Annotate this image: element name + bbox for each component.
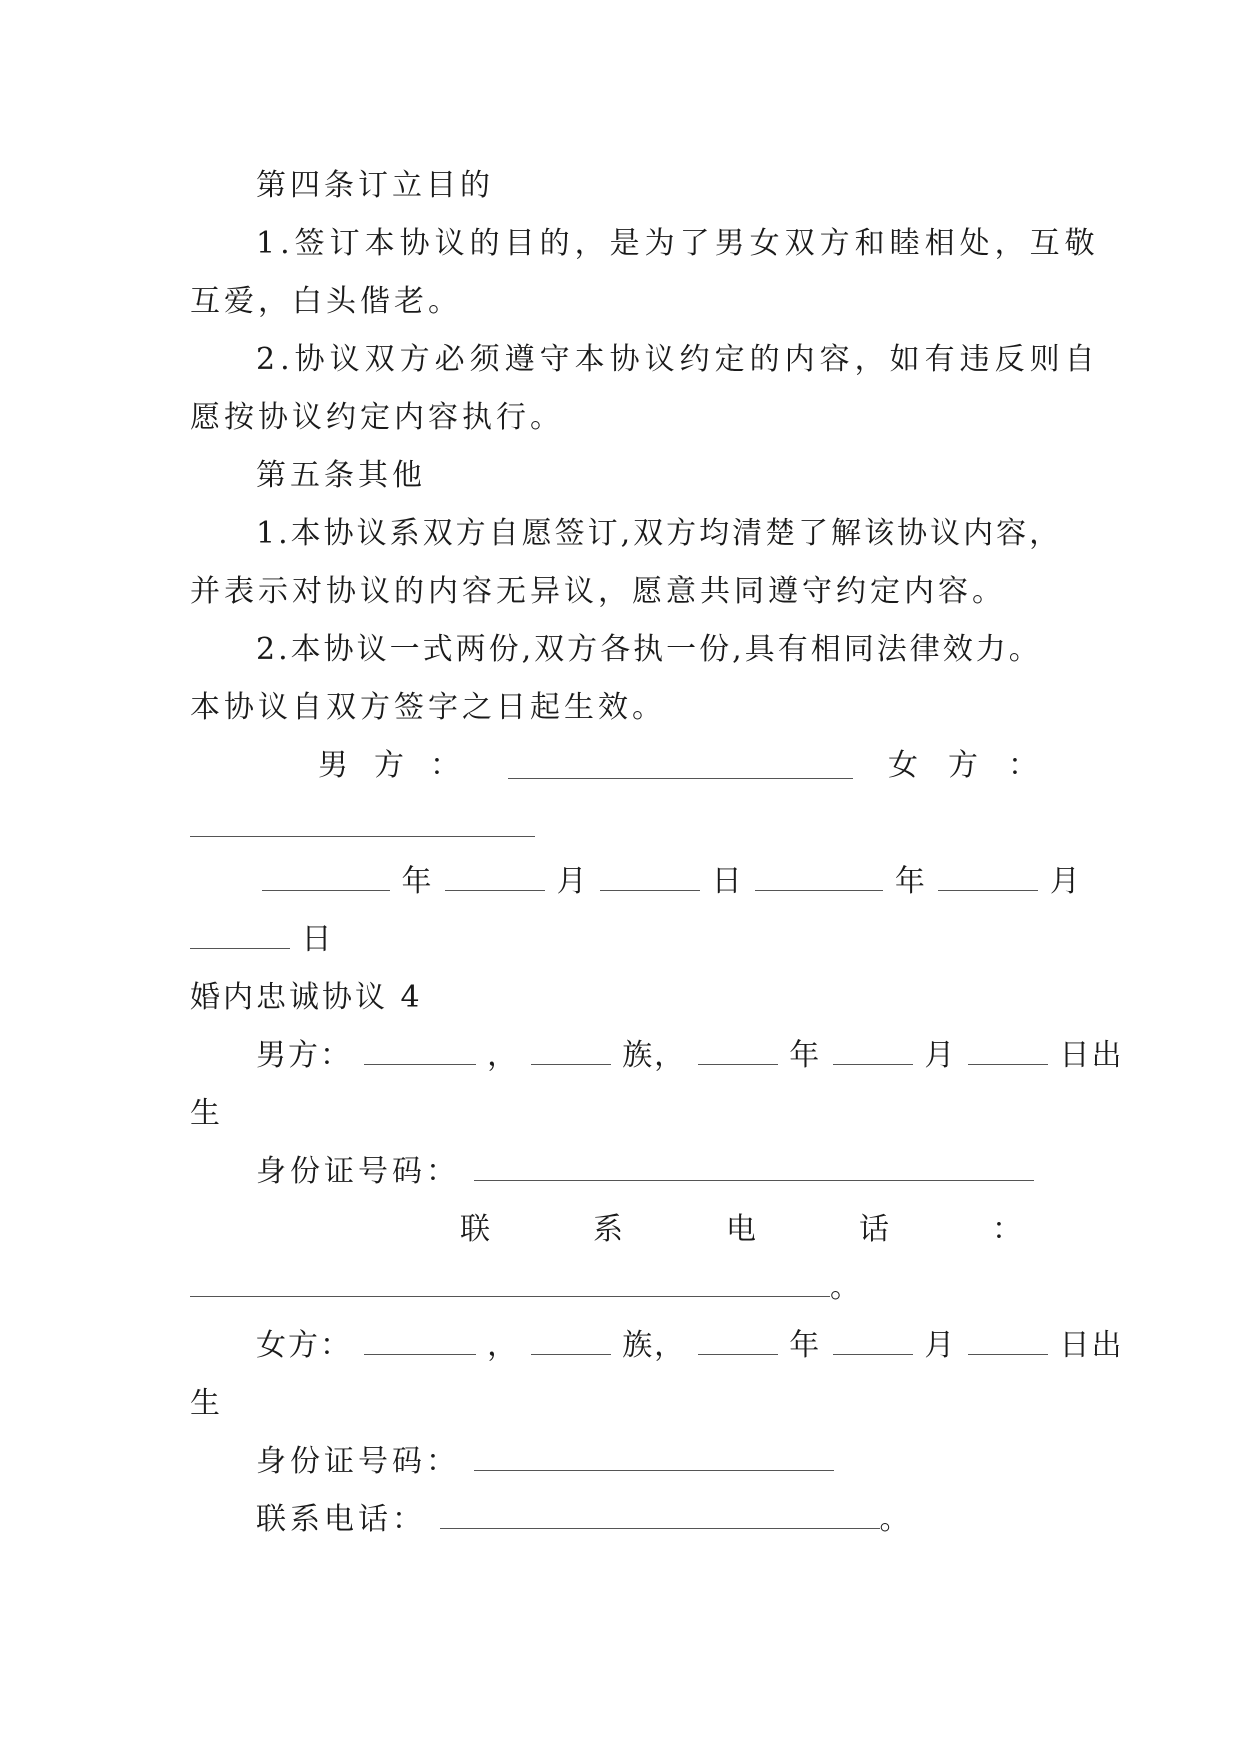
day-label: 日 xyxy=(711,864,744,899)
day-blank xyxy=(600,866,700,891)
sign-date-line-cont xyxy=(190,920,334,960)
phone-char: 话 xyxy=(859,1212,889,1247)
female-label: 女方： xyxy=(256,1328,352,1363)
month-blank xyxy=(445,866,545,891)
male-name-blank xyxy=(364,1040,476,1065)
phone-char: ： xyxy=(992,1212,1022,1247)
phone-char: 系 xyxy=(593,1212,623,1247)
article-4-para-2: 2.协议双方必须遵守本协议约定的内容，如有违反则自 xyxy=(256,342,1100,377)
comma: ， xyxy=(487,1328,520,1363)
male-day-blank xyxy=(968,1040,1048,1065)
male-phone-label-spread xyxy=(460,1210,1022,1250)
female-name-blank xyxy=(364,1330,476,1355)
female-phone-line xyxy=(256,1500,914,1540)
article-4-para-2-cont: 愿按协议约定内容执行。 xyxy=(190,400,564,435)
article-4-para-1-cont: 互爱，白头偕老。 xyxy=(190,284,462,319)
female-id-line xyxy=(256,1442,834,1482)
month-label-2: 月 xyxy=(1049,864,1082,899)
sign-date-line xyxy=(262,862,1082,902)
female-born-cont: 生 xyxy=(190,1386,224,1421)
male-sign-blank xyxy=(508,754,853,779)
male-born-cont: 生 xyxy=(190,1096,224,1131)
period: 。 xyxy=(830,1270,864,1305)
female-info-line xyxy=(256,1326,1123,1366)
year-label-2: 年 xyxy=(894,864,927,899)
phone-char: 联 xyxy=(460,1212,490,1247)
female-sign-label: 女方： xyxy=(888,748,1068,783)
year-label: 年 xyxy=(789,1038,822,1073)
id-label: 身份证号码： xyxy=(256,1154,460,1189)
article-5-para-2-cont: 本协议自双方签字之日起生效。 xyxy=(190,690,666,725)
day-blank-2 xyxy=(190,924,290,949)
female-sign-blank xyxy=(190,812,535,837)
male-ethnic-blank xyxy=(531,1040,611,1065)
male-phone-line xyxy=(190,1268,864,1308)
born-label: 日出 xyxy=(1059,1328,1124,1363)
ethnic-label: 族， xyxy=(622,1038,687,1073)
male-info-line xyxy=(256,1036,1123,1076)
year-blank-2 xyxy=(755,866,883,891)
male-sign-label: 男方： xyxy=(318,748,486,783)
article-5-para-2: 2.本协议一式两份,双方各执一份,具有相同法律效力。 xyxy=(256,632,1042,667)
comma: ， xyxy=(487,1038,520,1073)
phone-char: 电 xyxy=(726,1212,756,1247)
phone-label: 联系电话： xyxy=(256,1502,426,1537)
male-label: 男方： xyxy=(256,1038,352,1073)
male-id-blank xyxy=(474,1156,1034,1181)
year-label: 年 xyxy=(789,1328,822,1363)
female-id-blank xyxy=(474,1446,834,1471)
month-blank-2 xyxy=(938,866,1038,891)
male-year-blank xyxy=(698,1040,778,1065)
id-label: 身份证号码： xyxy=(256,1444,460,1479)
female-day-blank xyxy=(968,1330,1048,1355)
female-ethnic-blank xyxy=(531,1330,611,1355)
period: 。 xyxy=(879,1502,914,1537)
month-label: 月 xyxy=(924,1328,957,1363)
female-month-blank xyxy=(833,1330,913,1355)
month-label: 月 xyxy=(556,864,589,899)
article-5-para-1: 1.本协议系双方自愿签订,双方均清楚了解该协议内容， xyxy=(256,516,1063,551)
article-5-para-1-cont: 并表示对协议的内容无异议，愿意共同遵守约定内容。 xyxy=(190,574,1006,609)
agreement-4-title: 婚内忠诚协议 4 xyxy=(190,980,423,1015)
male-month-blank xyxy=(833,1040,913,1065)
article-4-para-1: 1.签订本协议的目的，是为了男女双方和睦相处，互敬 xyxy=(256,226,1100,261)
article-5-title: 第五条其他 xyxy=(256,458,426,493)
article-4-title: 第四条订立目的 xyxy=(256,168,494,203)
male-phone-blank xyxy=(190,1272,830,1297)
male-id-line xyxy=(256,1152,1034,1192)
female-year-blank xyxy=(698,1330,778,1355)
female-phone-blank xyxy=(440,1504,880,1529)
born-label: 日出 xyxy=(1059,1038,1124,1073)
day-label-2: 日 xyxy=(301,922,334,957)
year-label: 年 xyxy=(401,864,434,899)
year-blank xyxy=(262,866,390,891)
ethnic-label: 族， xyxy=(622,1328,687,1363)
month-label: 月 xyxy=(924,1038,957,1073)
